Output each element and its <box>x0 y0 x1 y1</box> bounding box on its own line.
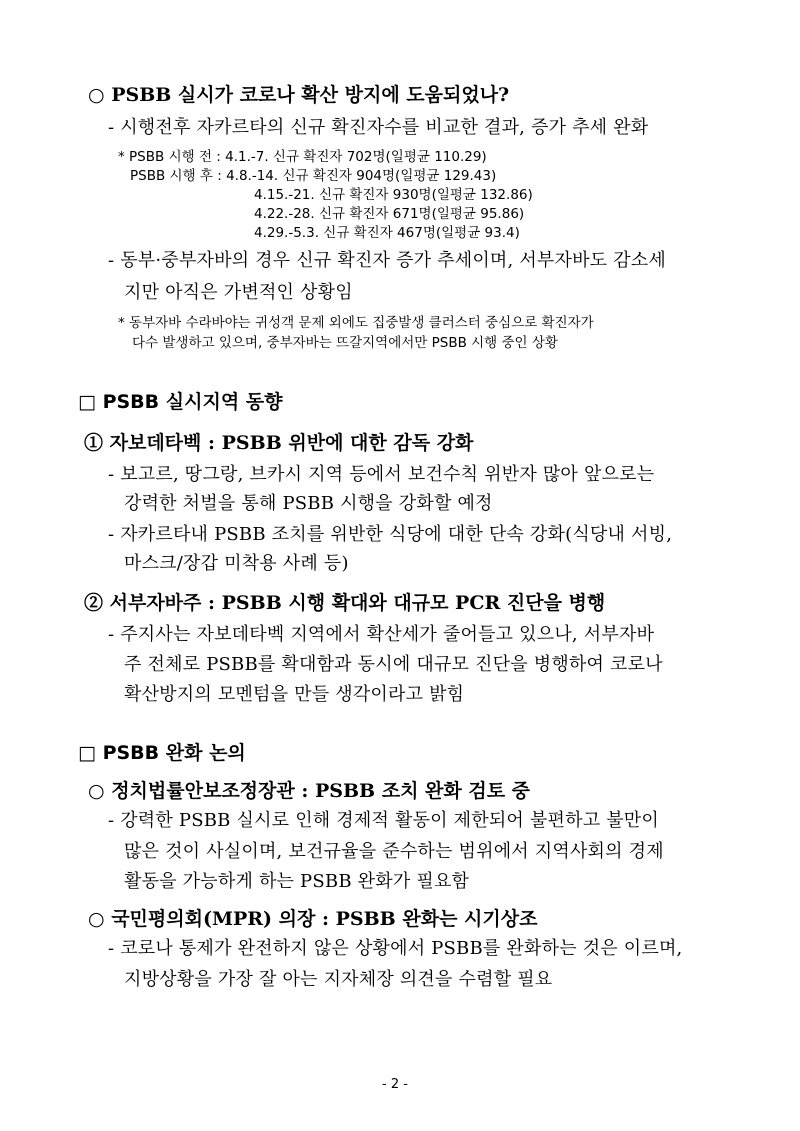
bullet-text: 많은 것이 사실이며, 보건규율을 준수하는 범위에서 지역사회의 경제 <box>124 841 664 862</box>
bullet-text: 활동을 가능하게 하는 PSBB 완화가 필요함 <box>124 871 470 892</box>
bullet-text: - 주지사는 자보데타벡 지역에서 확산세가 줄어들고 있으나, 서부자바 <box>108 624 655 645</box>
note-line: 다수 발생하고 있으며, 중부자바는 뜨갈지역에서만 PSBB 시행 중인 상황 <box>132 335 558 351</box>
bullet-text: 주 전체로 PSBB를 확대함과 동시에 대규모 진단을 병행하여 코로나 <box>124 654 663 675</box>
note-line: * 동부자바 수라바야는 귀성객 문제 외에도 집중발생 클러스터 중심으로 확진자가 <box>118 315 594 331</box>
page-number: - 2 - <box>382 1077 408 1092</box>
note-line: 4.15.-21. 신규 확진자 930명(일평균 132.86) <box>254 187 533 203</box>
subsection-heading: ② 서부자바주 : PSBB 시행 확대와 대규모 PCR 진단을 병행 <box>84 592 606 614</box>
bullet-text: 지방상황을 가장 잘 아는 지자체장 의견을 수렴할 필요 <box>124 969 553 990</box>
note-line: 4.22.-28. 신규 확진자 671명(일평균 95.86) <box>254 206 525 222</box>
bullet-text: 지만 아직은 가변적인 상황임 <box>124 282 353 303</box>
section-heading: ○ PSBB 실시가 코로나 확산 방지에 도움되었나? <box>88 84 510 106</box>
bullet-text: 강력한 처벌을 통해 PSBB 시행을 강화할 예정 <box>124 493 493 514</box>
subsection-heading: ○ 정치법률안보조정장관 : PSBB 조치 완화 검토 중 <box>88 780 531 802</box>
bullet-text: - 동부·중부자바의 경우 신규 확진자 증가 추세이며, 서부자바도 감소세 <box>108 250 666 271</box>
note-line: PSBB 시행 후 : 4.8.-14. 신규 확진자 904명(일평균 129.43) <box>130 168 497 184</box>
note-line: 4.29.-5.3. 신규 확진자 467명(일평균 93.4) <box>254 225 520 241</box>
bullet-text: 마스크/장갑 미착용 사례 등) <box>124 553 349 574</box>
bullet-text: - 강력한 PSBB 실시로 인해 경제적 활동이 제한되어 불편하고 불만이 <box>108 810 659 831</box>
section-heading: □ PSBB 실시지역 동향 <box>78 391 283 413</box>
subsection-heading: ○ 국민평의회(MPR) 의장 : PSBB 완화는 시기상조 <box>88 908 538 930</box>
bullet-text: - 코로나 통제가 완전하지 않은 상황에서 PSBB를 완화하는 것은 이르며, <box>108 938 683 959</box>
subsection-heading: ① 자보데타벡 : PSBB 위반에 대한 감독 강화 <box>84 432 474 454</box>
note-line: * PSBB 시행 전 : 4.1.-7. 신규 확진자 702명(일평균 110.29) <box>118 149 487 165</box>
bullet-text: - 시행전후 자카르타의 신규 확진자수를 비교한 결과, 증가 추세 완화 <box>108 117 649 138</box>
bullet-text: - 보고르, 땅그랑, 브카시 지역 등에서 보건수칙 위반자 많아 앞으로는 <box>108 464 655 485</box>
section-heading: □ PSBB 완화 논의 <box>78 742 246 764</box>
bullet-text: 확산방지의 모멘텀을 만들 생각이라고 밝힘 <box>124 684 465 705</box>
bullet-text: - 자카르타내 PSBB 조치를 위반한 식당에 대한 단속 강화(식당내 서빙, <box>108 524 673 545</box>
